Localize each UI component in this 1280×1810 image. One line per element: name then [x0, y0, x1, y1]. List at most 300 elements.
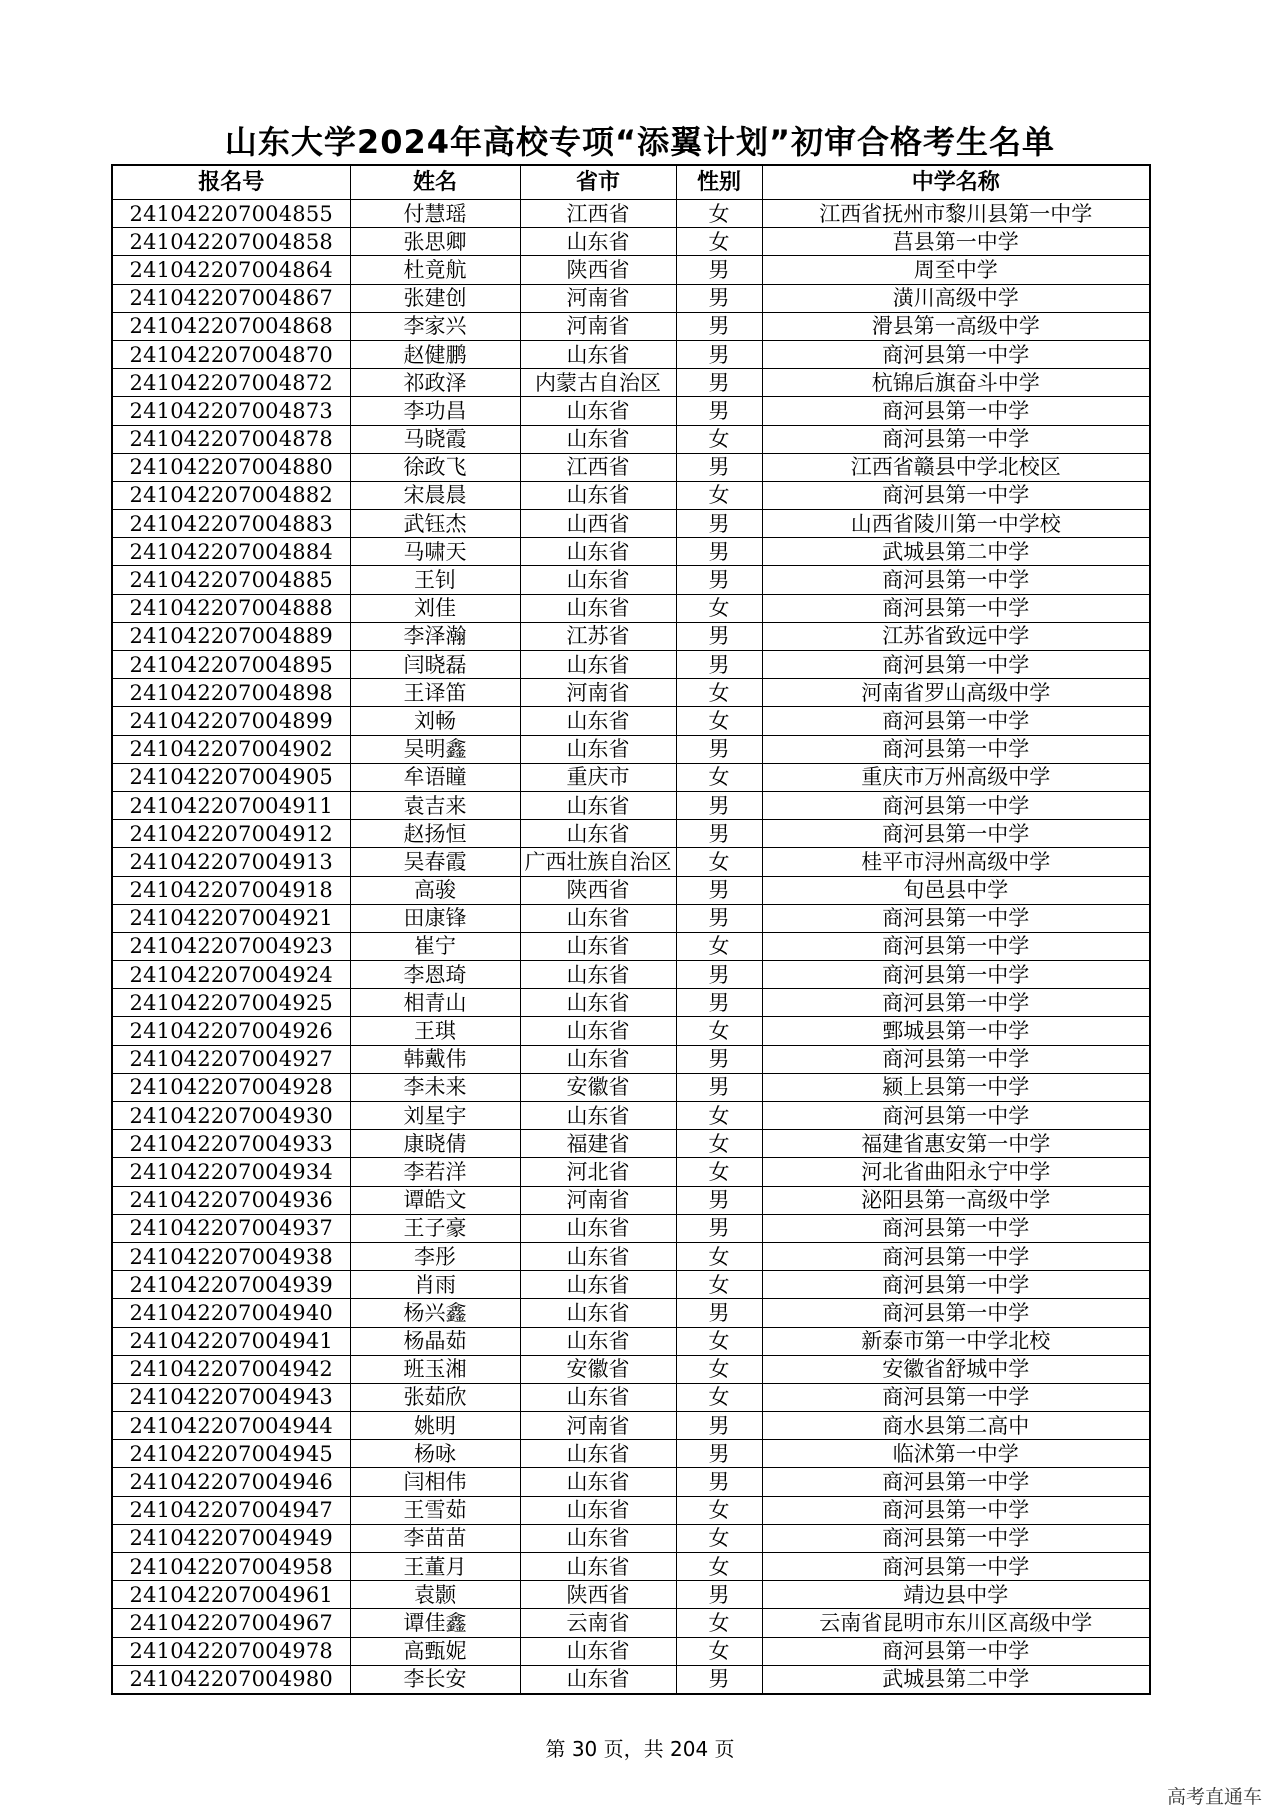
- school-cell: 商河县第一中学: [762, 1242, 1150, 1270]
- gender-cell: 男: [676, 989, 762, 1017]
- gender-cell: 女: [676, 1158, 762, 1186]
- province-cell: 福建省: [520, 1130, 676, 1158]
- school-cell: 商河县第一中学: [762, 397, 1150, 425]
- registration-number-cell: 241042207004978: [112, 1637, 350, 1665]
- school-cell: 商河县第一中学: [762, 1045, 1150, 1073]
- registration-number-cell: 241042207004921: [112, 904, 350, 932]
- gender-cell: 女: [676, 1130, 762, 1158]
- table-row: [112, 707, 1150, 735]
- name-cell: 闫晓磊: [350, 651, 520, 679]
- school-cell: 商河县第一中学: [762, 1524, 1150, 1552]
- gender-cell: 男: [676, 735, 762, 763]
- province-cell: 山东省: [520, 1553, 676, 1581]
- registration-number-cell: 241042207004924: [112, 961, 350, 989]
- name-cell: 杨兴鑫: [350, 1299, 520, 1327]
- name-cell: 袁吉来: [350, 791, 520, 819]
- name-cell: 田康锋: [350, 904, 520, 932]
- school-cell: 桂平市浔州高级中学: [762, 848, 1150, 876]
- registration-number-cell: 241042207004936: [112, 1186, 350, 1214]
- school-cell: 河北省曲阳永宁中学: [762, 1158, 1150, 1186]
- school-cell: 武城县第二中学: [762, 538, 1150, 566]
- school-cell: 商河县第一中学: [762, 961, 1150, 989]
- school-cell: 旬邑县中学: [762, 876, 1150, 904]
- registration-number-cell: 241042207004912: [112, 820, 350, 848]
- province-cell: 山东省: [520, 1468, 676, 1496]
- table-row: [112, 510, 1150, 538]
- province-cell: 山东省: [520, 1637, 676, 1665]
- province-cell: 山东省: [520, 651, 676, 679]
- province-cell: 内蒙古自治区: [520, 369, 676, 397]
- province-cell: 山东省: [520, 1214, 676, 1242]
- registration-number-cell: 241042207004938: [112, 1242, 350, 1270]
- table-row: [112, 228, 1150, 256]
- school-cell: 江苏省致远中学: [762, 622, 1150, 650]
- province-cell: 安徽省: [520, 1073, 676, 1101]
- name-cell: 袁颢: [350, 1581, 520, 1609]
- name-cell: 武钰杰: [350, 510, 520, 538]
- school-cell: 商河县第一中学: [762, 1553, 1150, 1581]
- table-row: [112, 622, 1150, 650]
- name-cell: 李泽瀚: [350, 622, 520, 650]
- province-cell: 山东省: [520, 1496, 676, 1524]
- table-body: [112, 200, 1150, 1694]
- table-row: [112, 848, 1150, 876]
- gender-cell: 男: [676, 453, 762, 481]
- table-row: [112, 538, 1150, 566]
- name-cell: 杨晶茹: [350, 1327, 520, 1355]
- gender-cell: 女: [676, 848, 762, 876]
- gender-cell: 女: [676, 1102, 762, 1130]
- school-cell: 莒县第一中学: [762, 228, 1150, 256]
- registration-number-cell: 241042207004980: [112, 1665, 350, 1694]
- school-cell: 商河县第一中学: [762, 1468, 1150, 1496]
- watermark-text: 高考直通车: [1166, 1786, 1262, 1808]
- school-cell: 商水县第二高中: [762, 1412, 1150, 1440]
- registration-number-cell: 241042207004961: [112, 1581, 350, 1609]
- school-cell: 商河县第一中学: [762, 820, 1150, 848]
- gender-cell: 女: [676, 763, 762, 791]
- registration-number-cell: 241042207004943: [112, 1383, 350, 1411]
- province-cell: 山东省: [520, 1242, 676, 1270]
- table-row: [112, 1553, 1150, 1581]
- registration-number-cell: 241042207004958: [112, 1553, 350, 1581]
- province-cell: 陕西省: [520, 876, 676, 904]
- name-cell: 谭皓文: [350, 1186, 520, 1214]
- table-row: [112, 651, 1150, 679]
- registration-number-cell: 241042207004895: [112, 651, 350, 679]
- province-cell: 山东省: [520, 1017, 676, 1045]
- province-cell: 山东省: [520, 1524, 676, 1552]
- gender-cell: 女: [676, 1327, 762, 1355]
- gender-cell: 男: [676, 791, 762, 819]
- table-row: [112, 1665, 1150, 1694]
- province-cell: 山东省: [520, 566, 676, 594]
- name-cell: 王董月: [350, 1553, 520, 1581]
- table-row: [112, 1412, 1150, 1440]
- name-cell: 李功昌: [350, 397, 520, 425]
- registration-number-cell: 241042207004880: [112, 453, 350, 481]
- name-cell: 王钊: [350, 566, 520, 594]
- name-cell: 杜竟航: [350, 256, 520, 284]
- school-cell: 商河县第一中学: [762, 1383, 1150, 1411]
- registration-number-cell: 241042207004905: [112, 763, 350, 791]
- gender-cell: 男: [676, 1186, 762, 1214]
- province-cell: 河北省: [520, 1158, 676, 1186]
- table-row: [112, 1440, 1150, 1468]
- gender-cell: 女: [676, 1383, 762, 1411]
- registration-number-cell: 241042207004868: [112, 312, 350, 340]
- name-cell: 崔宁: [350, 932, 520, 960]
- gender-cell: 男: [676, 876, 762, 904]
- registration-number-cell: 241042207004940: [112, 1299, 350, 1327]
- province-cell: 河南省: [520, 1186, 676, 1214]
- name-cell: 赵健鹏: [350, 340, 520, 368]
- school-cell: 潢川高级中学: [762, 284, 1150, 312]
- province-cell: 山东省: [520, 791, 676, 819]
- registration-number-cell: 241042207004947: [112, 1496, 350, 1524]
- province-cell: 山东省: [520, 1327, 676, 1355]
- gender-cell: 女: [676, 1017, 762, 1045]
- registration-number-cell: 241042207004925: [112, 989, 350, 1017]
- gender-cell: 男: [676, 1440, 762, 1468]
- name-cell: 李苗苗: [350, 1524, 520, 1552]
- name-cell: 康晓倩: [350, 1130, 520, 1158]
- document-title: 山东大学2024年高校专项“添翼计划”初审合格考生名单: [224, 123, 1056, 161]
- province-cell: 山东省: [520, 1665, 676, 1694]
- school-cell: 河南省罗山高级中学: [762, 679, 1150, 707]
- table-row: [112, 256, 1150, 284]
- province-cell: 山东省: [520, 1102, 676, 1130]
- registration-number-cell: 241042207004928: [112, 1073, 350, 1101]
- province-cell: 山东省: [520, 397, 676, 425]
- school-cell: 鄄城县第一中学: [762, 1017, 1150, 1045]
- registration-number-cell: 241042207004933: [112, 1130, 350, 1158]
- table-row: [112, 1468, 1150, 1496]
- province-cell: 广西壮族自治区: [520, 848, 676, 876]
- table-row: [112, 284, 1150, 312]
- province-cell: 江西省: [520, 200, 676, 228]
- name-cell: 王译笛: [350, 679, 520, 707]
- name-cell: 闫相伟: [350, 1468, 520, 1496]
- school-cell: 商河县第一中学: [762, 735, 1150, 763]
- table-row: [112, 932, 1150, 960]
- province-cell: 山东省: [520, 904, 676, 932]
- school-cell: 商河县第一中学: [762, 651, 1150, 679]
- registration-number-cell: 241042207004926: [112, 1017, 350, 1045]
- school-cell: 江西省抚州市黎川县第一中学: [762, 200, 1150, 228]
- school-cell: 山西省陵川第一中学校: [762, 510, 1150, 538]
- registration-number-cell: 241042207004939: [112, 1271, 350, 1299]
- name-cell: 高骏: [350, 876, 520, 904]
- name-cell: 肖雨: [350, 1271, 520, 1299]
- school-cell: 商河县第一中学: [762, 791, 1150, 819]
- gender-cell: 男: [676, 369, 762, 397]
- table-row: [112, 1158, 1150, 1186]
- table-header: [112, 165, 1150, 200]
- name-cell: 刘佳: [350, 594, 520, 622]
- table-row: [112, 1355, 1150, 1383]
- registration-number-cell: 241042207004937: [112, 1214, 350, 1242]
- registration-number-cell: 241042207004889: [112, 622, 350, 650]
- school-cell: 靖边县中学: [762, 1581, 1150, 1609]
- gender-cell: 女: [676, 679, 762, 707]
- table-row: [112, 481, 1150, 509]
- table-row: [112, 312, 1150, 340]
- table-row: [112, 1637, 1150, 1665]
- table-row: [112, 1186, 1150, 1214]
- name-cell: 吴春霞: [350, 848, 520, 876]
- registration-number-cell: 241042207004918: [112, 876, 350, 904]
- gender-cell: 男: [676, 510, 762, 538]
- gender-cell: 女: [676, 1637, 762, 1665]
- gender-cell: 男: [676, 340, 762, 368]
- table-row: [112, 1271, 1150, 1299]
- province-cell: 山东省: [520, 707, 676, 735]
- province-cell: 陕西省: [520, 1581, 676, 1609]
- gender-cell: 男: [676, 256, 762, 284]
- name-cell: 王子豪: [350, 1214, 520, 1242]
- school-cell: 颍上县第一中学: [762, 1073, 1150, 1101]
- province-cell: 山东省: [520, 1271, 676, 1299]
- registration-number-cell: 241042207004942: [112, 1355, 350, 1383]
- gender-cell: 男: [676, 1468, 762, 1496]
- province-cell: 云南省: [520, 1609, 676, 1637]
- table-row: [112, 1496, 1150, 1524]
- school-cell: 新泰市第一中学北校: [762, 1327, 1150, 1355]
- name-cell: 李彤: [350, 1242, 520, 1270]
- name-cell: 张建创: [350, 284, 520, 312]
- registration-number-cell: 241042207004855: [112, 200, 350, 228]
- table-row: [112, 340, 1150, 368]
- table-row: [112, 1609, 1150, 1637]
- gender-cell: 男: [676, 1665, 762, 1694]
- table-row: [112, 1242, 1150, 1270]
- registration-number-cell: 241042207004872: [112, 369, 350, 397]
- name-cell: 王雪茹: [350, 1496, 520, 1524]
- registration-number-cell: 241042207004923: [112, 932, 350, 960]
- table-row: [112, 1524, 1150, 1552]
- gender-cell: 女: [676, 707, 762, 735]
- table-row: [112, 961, 1150, 989]
- gender-cell: 男: [676, 961, 762, 989]
- candidate-table: [111, 164, 1151, 1695]
- name-cell: 付慧瑶: [350, 200, 520, 228]
- registration-number-cell: 241042207004882: [112, 481, 350, 509]
- gender-cell: 男: [676, 312, 762, 340]
- school-cell: 商河县第一中学: [762, 904, 1150, 932]
- school-cell: 商河县第一中学: [762, 1637, 1150, 1665]
- province-cell: 山东省: [520, 425, 676, 453]
- registration-number-cell: 241042207004946: [112, 1468, 350, 1496]
- province-cell: 山东省: [520, 961, 676, 989]
- table-row: [112, 369, 1150, 397]
- school-cell: 临沭第一中学: [762, 1440, 1150, 1468]
- school-cell: 泌阳县第一高级中学: [762, 1186, 1150, 1214]
- table-row: [112, 1017, 1150, 1045]
- school-cell: 重庆市万州高级中学: [762, 763, 1150, 791]
- name-cell: 杨咏: [350, 1440, 520, 1468]
- registration-number-cell: 241042207004899: [112, 707, 350, 735]
- gender-cell: 女: [676, 1524, 762, 1552]
- gender-cell: 女: [676, 1355, 762, 1383]
- table-row: [112, 763, 1150, 791]
- school-cell: 商河县第一中学: [762, 932, 1150, 960]
- registration-number-cell: 241042207004888: [112, 594, 350, 622]
- registration-number-cell: 241042207004911: [112, 791, 350, 819]
- school-cell: 商河县第一中学: [762, 340, 1150, 368]
- table-row: [112, 989, 1150, 1017]
- province-cell: 山东省: [520, 1299, 676, 1327]
- province-cell: 山东省: [520, 481, 676, 509]
- school-cell: 商河县第一中学: [762, 1102, 1150, 1130]
- province-cell: 河南省: [520, 312, 676, 340]
- province-cell: 河南省: [520, 1412, 676, 1440]
- column-header-name: 姓名: [350, 165, 520, 200]
- school-cell: 周至中学: [762, 256, 1150, 284]
- column-header-registration-number: 报名号: [112, 165, 350, 200]
- school-cell: 安徽省舒城中学: [762, 1355, 1150, 1383]
- school-cell: 商河县第一中学: [762, 707, 1150, 735]
- table-row: [112, 791, 1150, 819]
- table-row: [112, 1102, 1150, 1130]
- registration-number-cell: 241042207004884: [112, 538, 350, 566]
- name-cell: 徐政飞: [350, 453, 520, 481]
- name-cell: 谭佳鑫: [350, 1609, 520, 1637]
- table-row: [112, 594, 1150, 622]
- registration-number-cell: 241042207004870: [112, 340, 350, 368]
- province-cell: 河南省: [520, 679, 676, 707]
- province-cell: 重庆市: [520, 763, 676, 791]
- province-cell: 山东省: [520, 735, 676, 763]
- gender-cell: 女: [676, 228, 762, 256]
- gender-cell: 男: [676, 284, 762, 312]
- province-cell: 江苏省: [520, 622, 676, 650]
- registration-number-cell: 241042207004858: [112, 228, 350, 256]
- gender-cell: 女: [676, 1271, 762, 1299]
- name-cell: 赵扬恒: [350, 820, 520, 848]
- table-row: [112, 425, 1150, 453]
- gender-cell: 男: [676, 1214, 762, 1242]
- gender-cell: 女: [676, 481, 762, 509]
- province-cell: 山东省: [520, 594, 676, 622]
- registration-number-cell: 241042207004873: [112, 397, 350, 425]
- table-row: [112, 904, 1150, 932]
- table-row: [112, 1130, 1150, 1158]
- name-cell: 宋晨晨: [350, 481, 520, 509]
- school-cell: 云南省昆明市东川区高级中学: [762, 1609, 1150, 1637]
- school-cell: 商河县第一中学: [762, 989, 1150, 1017]
- table-row: [112, 200, 1150, 228]
- school-cell: 杭锦后旗奋斗中学: [762, 369, 1150, 397]
- table-row: [112, 1581, 1150, 1609]
- school-cell: 滑县第一高级中学: [762, 312, 1150, 340]
- school-cell: 商河县第一中学: [762, 425, 1150, 453]
- name-cell: 李若洋: [350, 1158, 520, 1186]
- gender-cell: 女: [676, 1496, 762, 1524]
- province-cell: 山东省: [520, 1383, 676, 1411]
- column-header-school: 中学名称: [762, 165, 1150, 200]
- school-cell: 福建省惠安第一中学: [762, 1130, 1150, 1158]
- school-cell: 武城县第二中学: [762, 1665, 1150, 1694]
- name-cell: 李未来: [350, 1073, 520, 1101]
- gender-cell: 女: [676, 1553, 762, 1581]
- school-cell: 商河县第一中学: [762, 1496, 1150, 1524]
- gender-cell: 女: [676, 1609, 762, 1637]
- name-cell: 李恩琦: [350, 961, 520, 989]
- gender-cell: 男: [676, 538, 762, 566]
- table-row: [112, 1214, 1150, 1242]
- name-cell: 马啸天: [350, 538, 520, 566]
- province-cell: 山西省: [520, 510, 676, 538]
- gender-cell: 女: [676, 200, 762, 228]
- name-cell: 吴明鑫: [350, 735, 520, 763]
- registration-number-cell: 241042207004941: [112, 1327, 350, 1355]
- gender-cell: 女: [676, 1242, 762, 1270]
- table-row: [112, 735, 1150, 763]
- name-cell: 刘畅: [350, 707, 520, 735]
- registration-number-cell: 241042207004867: [112, 284, 350, 312]
- registration-number-cell: 241042207004878: [112, 425, 350, 453]
- province-cell: 安徽省: [520, 1355, 676, 1383]
- column-header-gender: 性别: [676, 165, 762, 200]
- table-row: [112, 1327, 1150, 1355]
- name-cell: 祁政泽: [350, 369, 520, 397]
- registration-number-cell: 241042207004885: [112, 566, 350, 594]
- table-row: [112, 679, 1150, 707]
- province-cell: 山东省: [520, 340, 676, 368]
- province-cell: 山东省: [520, 989, 676, 1017]
- gender-cell: 女: [676, 594, 762, 622]
- name-cell: 高甄妮: [350, 1637, 520, 1665]
- registration-number-cell: 241042207004883: [112, 510, 350, 538]
- table-row: [112, 397, 1150, 425]
- province-cell: 陕西省: [520, 256, 676, 284]
- province-cell: 山东省: [520, 1440, 676, 1468]
- page-footer: 第 30 页，共 204 页: [545, 1737, 735, 1761]
- province-cell: 山东省: [520, 820, 676, 848]
- school-cell: 商河县第一中学: [762, 1214, 1150, 1242]
- gender-cell: 男: [676, 622, 762, 650]
- school-cell: 商河县第一中学: [762, 566, 1150, 594]
- gender-cell: 女: [676, 425, 762, 453]
- table-row: [112, 1045, 1150, 1073]
- name-cell: 相青山: [350, 989, 520, 1017]
- table-row: [112, 566, 1150, 594]
- gender-cell: 男: [676, 1581, 762, 1609]
- table-row: [112, 453, 1150, 481]
- gender-cell: 男: [676, 566, 762, 594]
- registration-number-cell: 241042207004944: [112, 1412, 350, 1440]
- registration-number-cell: 241042207004934: [112, 1158, 350, 1186]
- registration-number-cell: 241042207004913: [112, 848, 350, 876]
- school-cell: 商河县第一中学: [762, 594, 1150, 622]
- gender-cell: 男: [676, 1045, 762, 1073]
- province-cell: 山东省: [520, 228, 676, 256]
- table-row: [112, 1299, 1150, 1327]
- registration-number-cell: 241042207004930: [112, 1102, 350, 1130]
- table-row: [112, 1383, 1150, 1411]
- gender-cell: 男: [676, 397, 762, 425]
- name-cell: 韩戴伟: [350, 1045, 520, 1073]
- registration-number-cell: 241042207004898: [112, 679, 350, 707]
- province-cell: 河南省: [520, 284, 676, 312]
- name-cell: 牟语瞳: [350, 763, 520, 791]
- province-cell: 江西省: [520, 453, 676, 481]
- name-cell: 姚明: [350, 1412, 520, 1440]
- name-cell: 李家兴: [350, 312, 520, 340]
- registration-number-cell: 241042207004927: [112, 1045, 350, 1073]
- name-cell: 李长安: [350, 1665, 520, 1694]
